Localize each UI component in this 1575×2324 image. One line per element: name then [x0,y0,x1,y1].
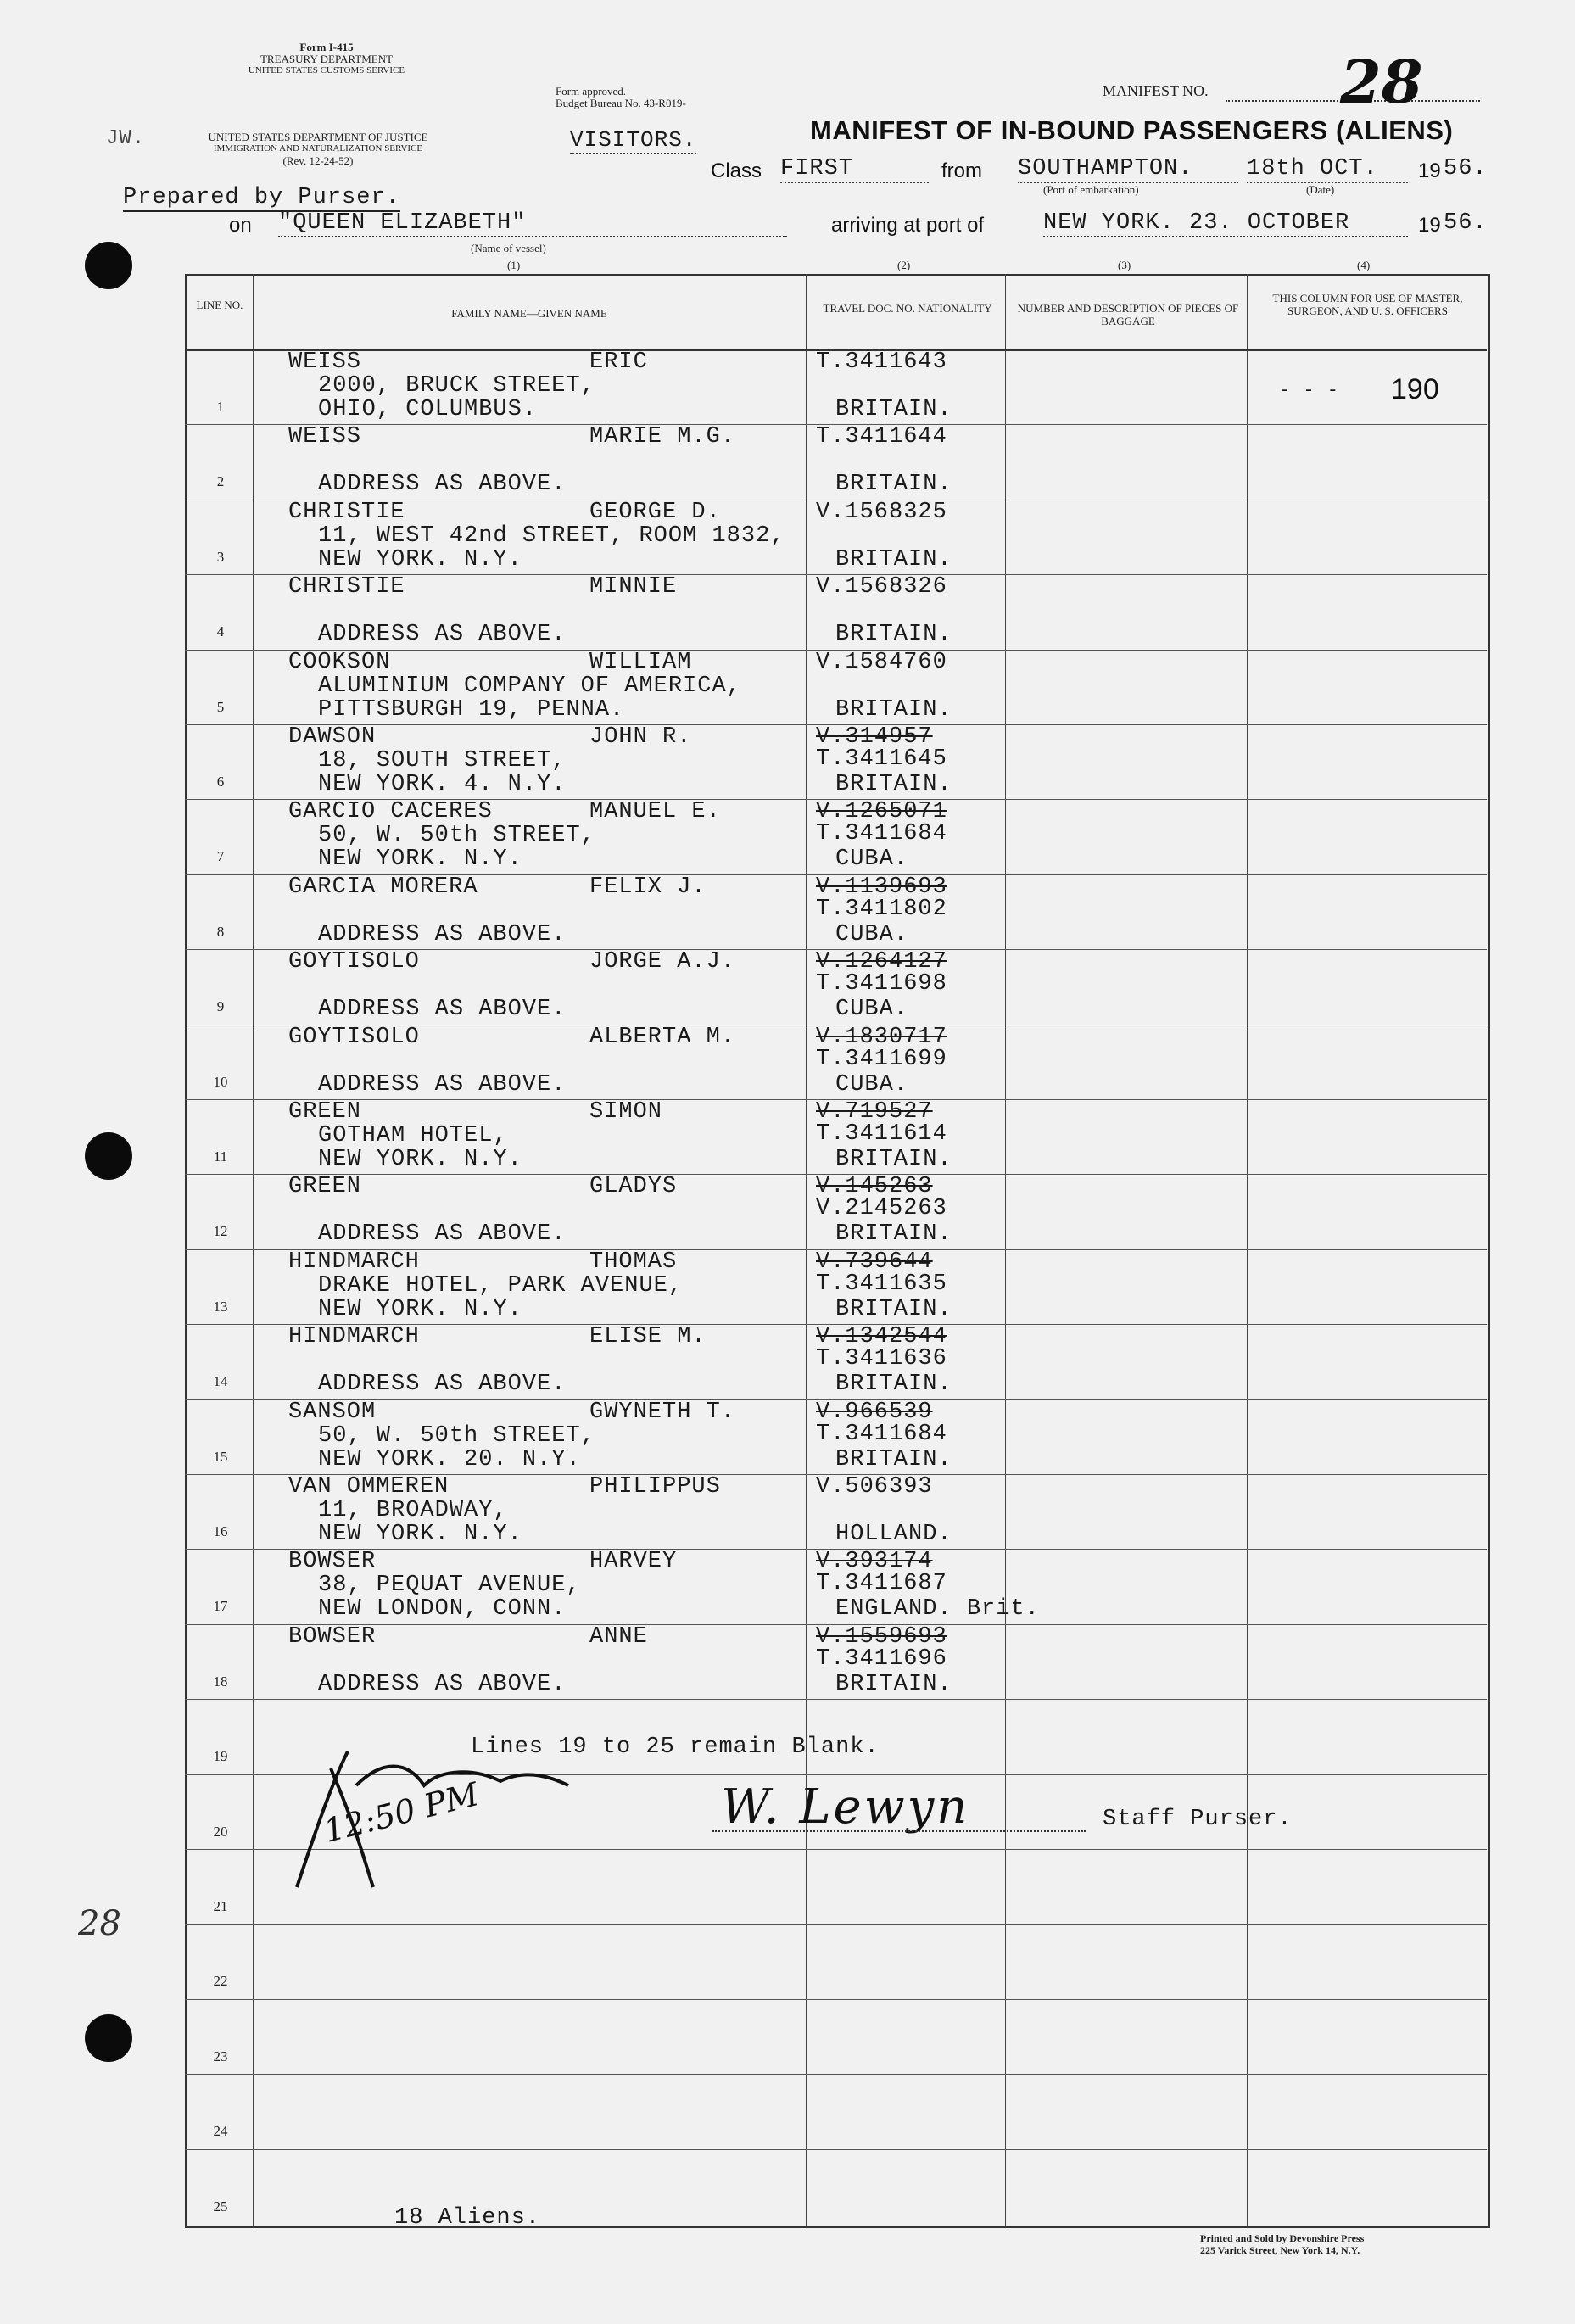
row-rule [185,2149,1487,2150]
year-suffix-2: 56. [1444,210,1488,236]
col-divider-3 [1005,274,1006,2226]
passenger-given-name: MARIE M.G. [589,424,736,450]
year-prefix-1: 19 [1418,159,1441,182]
passenger-given-name: FELIX J. [589,874,707,900]
passenger-address-line-1: 18, SOUTH STREET, [318,748,567,774]
printer-line-2: 225 Varick Street, New York 14, N.Y. [1200,2244,1360,2256]
row-rule [185,1999,1487,2000]
passenger-family-name: HINDMARCH [288,1324,420,1349]
dept-customs: UNITED STATES CUSTOMS SERVICE [248,65,405,75]
passenger-given-name: ELISE M. [589,1324,707,1349]
from-label: from [941,159,982,182]
form-revision: (Rev. 12-24-52) [282,154,354,167]
col-num-2: (2) [897,259,911,271]
passenger-given-name: JORGE A.J. [589,949,736,975]
nationality: BRITAIN. [835,622,952,647]
passenger-address-line-2: OHIO, COLUMBUS. [318,397,538,422]
nationality: BRITAIN. [835,1147,952,1172]
dept-justice: UNITED STATES DEPARTMENT OF JUSTICE [208,131,428,143]
passenger-family-name: GREEN [288,1099,362,1125]
row-rule [185,2074,1487,2075]
header-line-no: LINE NO. [196,299,243,311]
manifest-title: MANIFEST OF IN-BOUND PASSENGERS (ALIENS) [810,115,1454,145]
travel-doc-number: T.3411684 [816,821,947,846]
travel-doc-cancelled: V.1830717 [816,1025,947,1050]
travel-doc-cancelled: V.393174 [816,1549,933,1574]
travel-doc-number: T.3411696 [816,1646,947,1672]
travel-doc-cancelled: V.145263 [816,1174,933,1199]
passenger-address-line-1: DRAKE HOTEL, PARK AVENUE, [318,1273,684,1299]
passenger-address-line-2: ADDRESS AS ABOVE. [318,997,567,1022]
passenger-given-name: ANNE [589,1624,648,1650]
passenger-address-line-1: 2000, BRUCK STREET, [318,373,595,399]
col-num-3: (3) [1118,259,1131,271]
signature-line [712,1830,1086,1832]
travel-doc-cancelled: V.314957 [816,724,933,750]
passenger-address-line-2: ADDRESS AS ABOVE. [318,1221,567,1247]
nationality: BRITAIN. [835,697,952,723]
passenger-family-name: VAN OMMEREN [288,1474,450,1500]
nationality: HOLLAND. [835,1522,952,1547]
header-baggage: NUMBER AND DESCRIPTION OF PIECES OF BAGGAGE [1017,302,1239,327]
line-number: 23 [213,2048,228,2064]
nationality: CUBA. [835,922,909,947]
line-number: 7 [216,848,225,864]
arrival-port-date: NEW YORK. 23. OCTOBER [1043,210,1408,237]
header-travel-doc: TRAVEL DOC. NO. NATIONALITY [823,302,992,315]
header-officers: THIS COLUMN FOR USE OF MASTER, SURGEON, AND U. S. OFFICERS [1272,292,1463,317]
passenger-address-line-2: PITTSBURGH 19, PENNA. [318,697,625,723]
travel-doc-number: T.3411684 [816,1422,947,1447]
passenger-given-name: MINNIE [589,574,678,600]
passenger-family-name: BOWSER [288,1549,377,1574]
travel-doc-cancelled: V.1342544 [816,1324,947,1349]
form-number: Form I-415 [299,41,354,53]
form-approved: Form approved. [556,85,627,98]
passenger-given-name: WILLIAM [589,650,692,675]
line-number: 12 [213,1223,228,1239]
passenger-address-line-2: NEW YORK. 20. N.Y. [318,1447,581,1472]
col-num-4: (4) [1357,259,1371,271]
passenger-family-name: WEISS [288,349,362,375]
passenger-given-name: JOHN R. [589,724,692,750]
passenger-given-name: GLADYS [589,1174,678,1199]
year-prefix-2: 19 [1418,214,1441,237]
passenger-family-name: SANSOM [288,1399,377,1425]
line-number: 24 [213,2123,228,2139]
passenger-address-line-2: ADDRESS AS ABOVE. [318,1672,567,1697]
passenger-given-name: SIMON [589,1099,663,1125]
passenger-family-name: BOWSER [288,1624,377,1650]
vessel-name: "QUEEN ELIZABETH" [278,210,787,237]
travel-doc-number: T.3411636 [816,1346,947,1371]
line-number: 13 [213,1299,228,1315]
passenger-given-name: HARVEY [589,1549,678,1574]
passenger-address-line-1: 50, W. 50th STREET, [318,1423,595,1449]
nationality: CUBA. [835,997,909,1022]
travel-doc-cancelled: V.739644 [816,1249,933,1275]
row-rule [185,1924,1487,1925]
officer-note: 190 [1391,373,1439,405]
passenger-address-line-2: NEW YORK. N.Y. [318,846,522,872]
visitors-label: VISITORS. [570,127,697,153]
total-aliens: 18 Aliens. [394,2205,541,2231]
punch-hole [85,242,132,289]
travel-doc-cancelled: V.1265071 [816,799,947,824]
passenger-address-line-2: NEW YORK. N.Y. [318,1147,522,1172]
passenger-given-name: THOMAS [589,1249,678,1275]
date-caption: (Date) [1306,183,1335,196]
travel-doc-number: V.1568326 [816,574,947,600]
passenger-address-line-2: ADDRESS AS ABOVE. [318,472,567,497]
line-number: 1 [216,399,225,415]
passenger-address-line-2: ADDRESS AS ABOVE. [318,622,567,647]
line-number: 11 [213,1148,228,1165]
purser-signature: W. Lewyn [721,1779,970,1835]
passenger-given-name: PHILIPPUS [589,1474,721,1500]
travel-doc-number: T.3411644 [816,424,947,450]
port-caption: (Port of embarkation) [1043,183,1139,196]
header-name: FAMILY NAME—GIVEN NAME [451,307,607,320]
line-number: 10 [213,1074,228,1090]
nationality: BRITAIN. [835,1221,952,1247]
passenger-family-name: GARCIA MORERA [288,874,478,900]
travel-doc-number: V.1584760 [816,650,947,675]
line-number: 18 [213,1673,228,1690]
passenger-address-line-1: 50, W. 50th STREET, [318,823,595,848]
passenger-address-line-1: 11, WEST 42nd STREET, ROOM 1832, [318,523,785,549]
budget-bureau: Budget Bureau No. 43-R019- [556,97,686,109]
travel-doc-cancelled: V.1264127 [816,949,947,975]
line-number: 25 [213,2198,228,2215]
passenger-address-line-2: NEW YORK. N.Y. [318,547,522,573]
travel-doc-number: T.3411614 [816,1121,947,1147]
nationality: ENGLAND. Brit. [835,1596,1040,1622]
travel-doc-number: T.3411687 [816,1571,947,1596]
line-number: 15 [213,1449,228,1465]
travel-doc-number: V.506393 [816,1474,933,1500]
passenger-given-name: MANUEL E. [589,799,721,824]
prepared-by: Prepared by Purser. [123,185,400,210]
passenger-address-line-2: ADDRESS AS ABOVE. [318,1371,567,1397]
passenger-family-name: DAWSON [288,724,377,750]
line-number: 3 [216,549,225,565]
arriving-label: arriving at port of [831,214,985,237]
line-number: 20 [213,1824,228,1840]
vessel-caption: (Name of vessel) [471,242,546,254]
line-number: 8 [216,924,225,940]
travel-doc-number: T.3411699 [816,1047,947,1072]
passenger-given-name: ALBERTA M. [589,1025,736,1050]
class-value: FIRST [780,156,929,183]
line-number: 14 [213,1373,228,1389]
passenger-family-name: HINDMARCH [288,1249,420,1275]
travel-doc-number: T.3411802 [816,897,947,922]
stamp-time: 12:50 PM [320,1775,483,1850]
passenger-address-line-1: GOTHAM HOTEL, [318,1123,508,1148]
travel-doc-number: V.2145263 [816,1196,947,1221]
passenger-family-name: GOYTISOLO [288,1025,420,1050]
travel-doc-number: T.3411698 [816,971,947,997]
officer-dash: - - - [1279,380,1340,401]
line-number: 9 [216,998,225,1014]
passenger-family-name: CHRISTIE [288,574,405,600]
passenger-family-name: GREEN [288,1174,362,1199]
nationality: BRITAIN. [835,1371,952,1397]
col-num-1: (1) [507,259,521,271]
nationality: BRITAIN. [835,472,952,497]
travel-doc-number: T.3411635 [816,1271,947,1297]
passenger-address-line-1: 38, PEQUAT AVENUE, [318,1573,581,1598]
nationality: BRITAIN. [835,1297,952,1322]
passenger-family-name: GARCIO CACERES [288,799,493,824]
line-number: 2 [216,473,225,489]
passenger-address-line-2: NEW YORK. 4. N.Y. [318,772,567,797]
passenger-address-line-2: NEW YORK. N.Y. [318,1297,522,1322]
travel-doc-number: V.1568325 [816,500,947,525]
passenger-address-line-2: ADDRESS AS ABOVE. [318,1072,567,1098]
row-rule [185,1699,1487,1700]
nationality: BRITAIN. [835,397,952,422]
passenger-given-name: ERIC [589,349,648,375]
nationality: BRITAIN. [835,547,952,573]
travel-doc-cancelled: V.1139693 [816,874,947,900]
travel-doc-number: T.3411643 [816,349,947,375]
line-number: 19 [213,1748,228,1764]
port-of-embarkation: SOUTHAMPTON. [1018,156,1238,183]
dept-treasury: TREASURY DEPARTMENT [260,53,394,65]
passenger-given-name: GWYNETH T. [589,1399,736,1425]
nationality: BRITAIN. [835,1447,952,1472]
line-number: 16 [213,1523,228,1539]
passenger-address-line-2: NEW YORK. N.Y. [318,1522,522,1547]
departure-date: 18th OCT. [1247,156,1408,183]
line-number: 6 [216,774,225,790]
passenger-family-name: WEISS [288,424,362,450]
col-divider-1 [253,274,254,2226]
margin-note: 28 [78,1904,121,1943]
class-label: Class [711,159,762,182]
dept-ins: IMMIGRATION AND NATURALIZATION SERVICE [213,143,423,154]
passenger-family-name: GOYTISOLO [288,949,420,975]
passenger-address-line-1: 11, BROADWAY, [318,1498,508,1523]
on-label: on [229,214,252,237]
line-number: 21 [213,1898,228,1914]
travel-doc-number: T.3411645 [816,746,947,772]
line-number: 5 [216,699,225,715]
col-divider-4 [1247,274,1248,2226]
nationality: CUBA. [835,1072,909,1098]
manifest-no-label: MANIFEST NO. [1103,82,1209,99]
year-suffix-1: 56. [1444,156,1488,182]
passenger-family-name: CHRISTIE [288,500,405,525]
punch-hole [85,2014,132,2062]
passenger-address-line-2: NEW LONDON, CONN. [318,1596,567,1622]
passenger-address-line-2: ADDRESS AS ABOVE. [318,922,567,947]
travel-doc-cancelled: V.719527 [816,1099,933,1125]
initials: JW. [106,127,146,150]
blank-lines-note: Lines 19 to 25 remain Blank. [471,1735,880,1760]
staff-purser: Staff Purser. [1103,1807,1293,1832]
nationality: CUBA. [835,846,909,872]
line-number: 4 [216,623,225,640]
travel-doc-cancelled: V.1559693 [816,1624,947,1650]
punch-hole [85,1132,132,1180]
nationality: BRITAIN. [835,772,952,797]
manifest-no-value: 28 [1340,47,1423,117]
travel-doc-cancelled: V.966539 [816,1399,933,1425]
printer-line-1: Printed and Sold by Devonshire Press [1200,2232,1365,2244]
line-number: 22 [213,1973,228,1989]
col-divider-2 [806,274,807,2226]
passenger-given-name: GEORGE D. [589,500,721,525]
line-number: 17 [213,1598,228,1614]
passenger-family-name: COOKSON [288,650,391,675]
passenger-address-line-1: ALUMINIUM COMPANY OF AMERICA, [318,673,741,699]
nationality: BRITAIN. [835,1672,952,1697]
